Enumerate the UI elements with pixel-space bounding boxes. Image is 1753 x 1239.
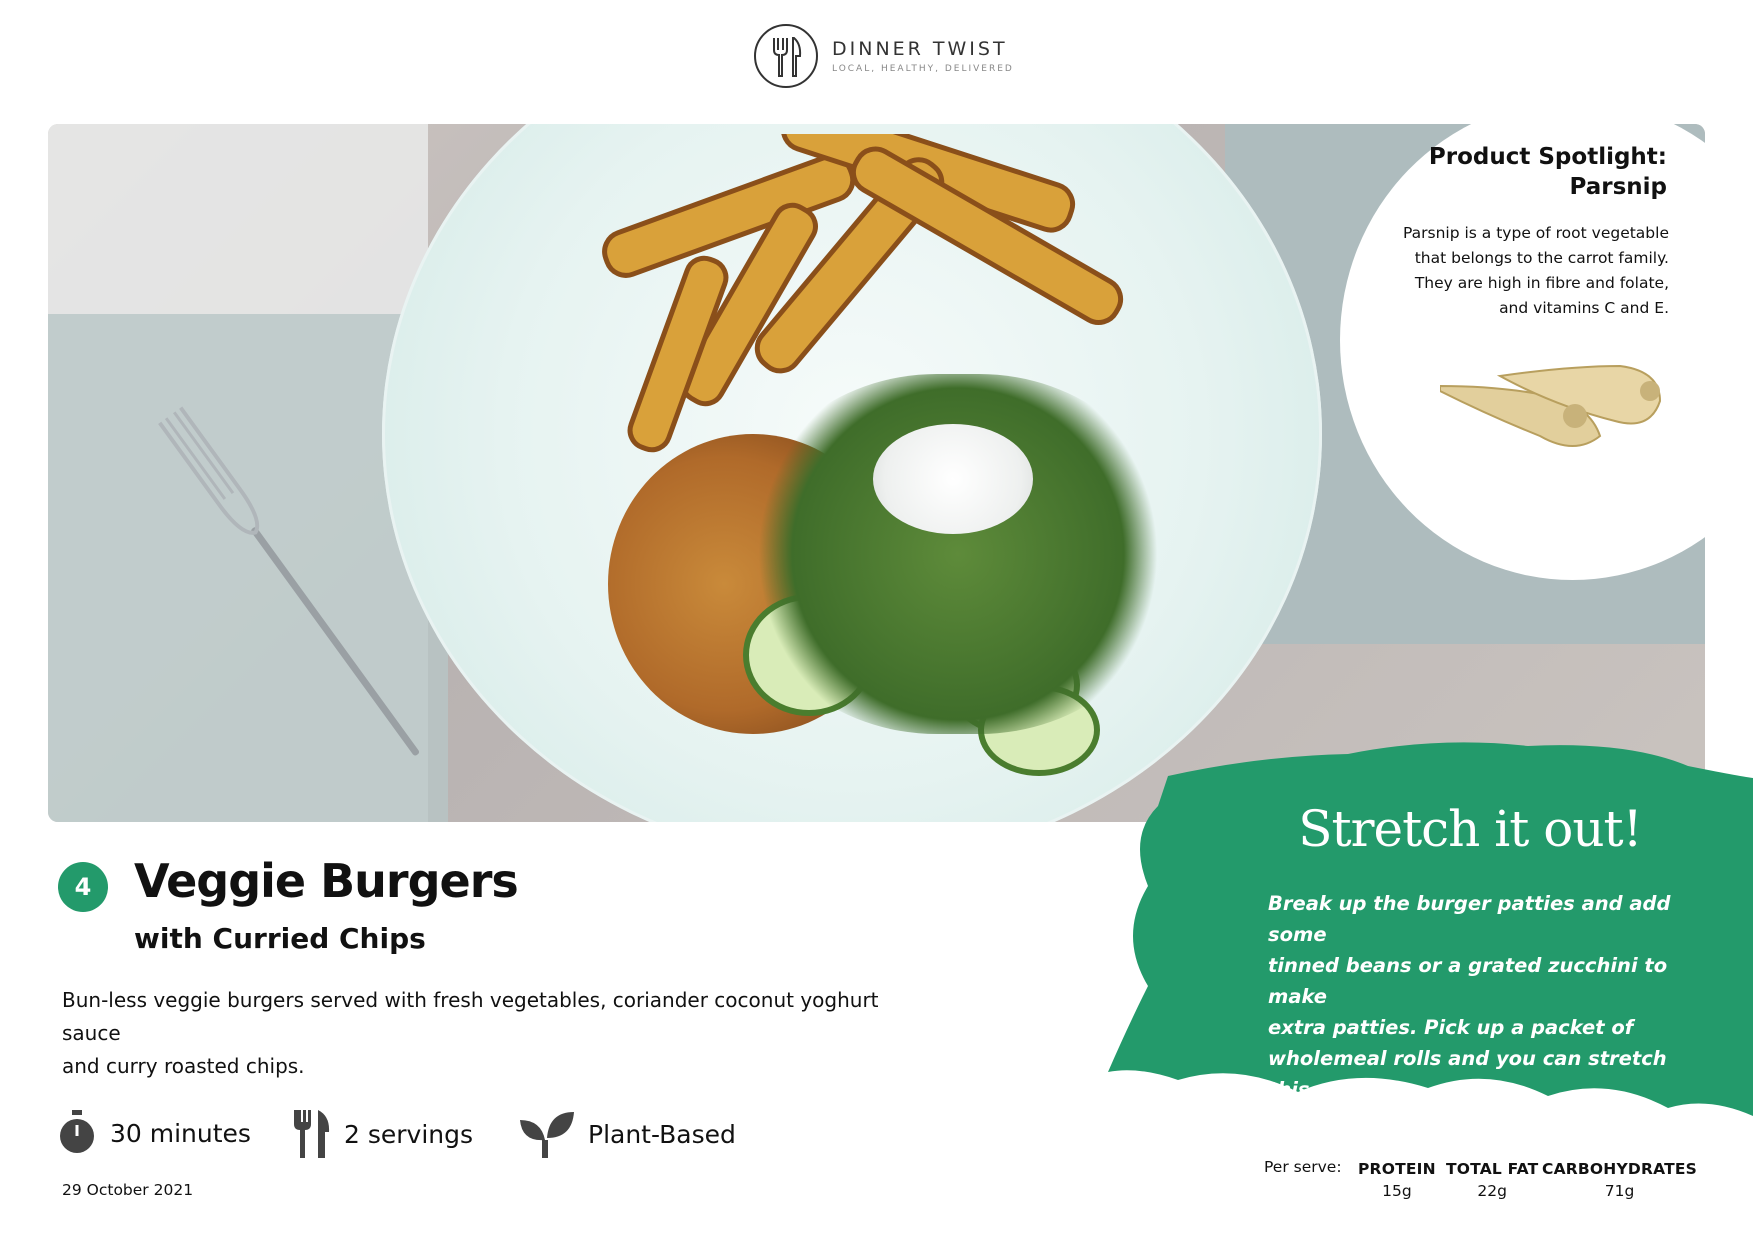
nutrition-carbs: CARBOHYDRATES 71g — [1542, 1160, 1698, 1200]
nutrition-fat: TOTAL FAT 22g — [1446, 1160, 1539, 1200]
parsnip-image — [1440, 356, 1680, 456]
nutrition-label: Per serve: — [1264, 1158, 1342, 1176]
sprout-icon — [520, 1110, 574, 1158]
spotlight-title: Product Spotlight: Parsnip — [1428, 144, 1667, 200]
servings-info — [292, 1110, 473, 1158]
recipe-number-badge: 4 — [58, 862, 108, 912]
recipe-subtitle: with Curried Chips — [134, 922, 426, 955]
spotlight-body: Parsnip is a type of root vegetable that belongs to the carrot family. They are high in fibre and folate, and vitamins C and E. — [1403, 224, 1669, 317]
stopwatch-icon — [58, 1110, 96, 1156]
recipe-title: Veggie Burgers — [134, 854, 518, 908]
cutlery-icon — [292, 1110, 330, 1158]
diet-text: Plant-Based — [588, 1119, 736, 1149]
time-info — [58, 1110, 251, 1156]
time-text: 30 minutes — [110, 1118, 251, 1148]
diet-info — [520, 1110, 736, 1158]
nutrition-protein: PROTEIN 15g — [1358, 1160, 1436, 1200]
stretch-body: Break up the burger patties and add some tinned beans or a grated zucchini to make extra patties. Pick up a packet of wholemeal rolls and you can stretch this meal out to get a few more servings. — [1268, 892, 1675, 1132]
recipe-description: Bun-less veggie burgers served with fresh vegetables, coriander coconut yoghurt sauce and curry roasted chips. — [62, 988, 879, 1078]
brand-logo — [754, 24, 1014, 88]
stretch-title: Stretch it out! — [1298, 800, 1642, 858]
recipe-date: 29 October 2021 — [62, 1181, 194, 1199]
brand-name: DINNER TWIST — [832, 38, 1008, 60]
yoghurt-sauce-image — [873, 424, 1033, 534]
brand-tagline: LOCAL, HEALTHY, DELIVERED — [832, 64, 1014, 74]
servings-text: 2 servings — [344, 1119, 474, 1149]
fork-knife-icon — [754, 24, 818, 88]
